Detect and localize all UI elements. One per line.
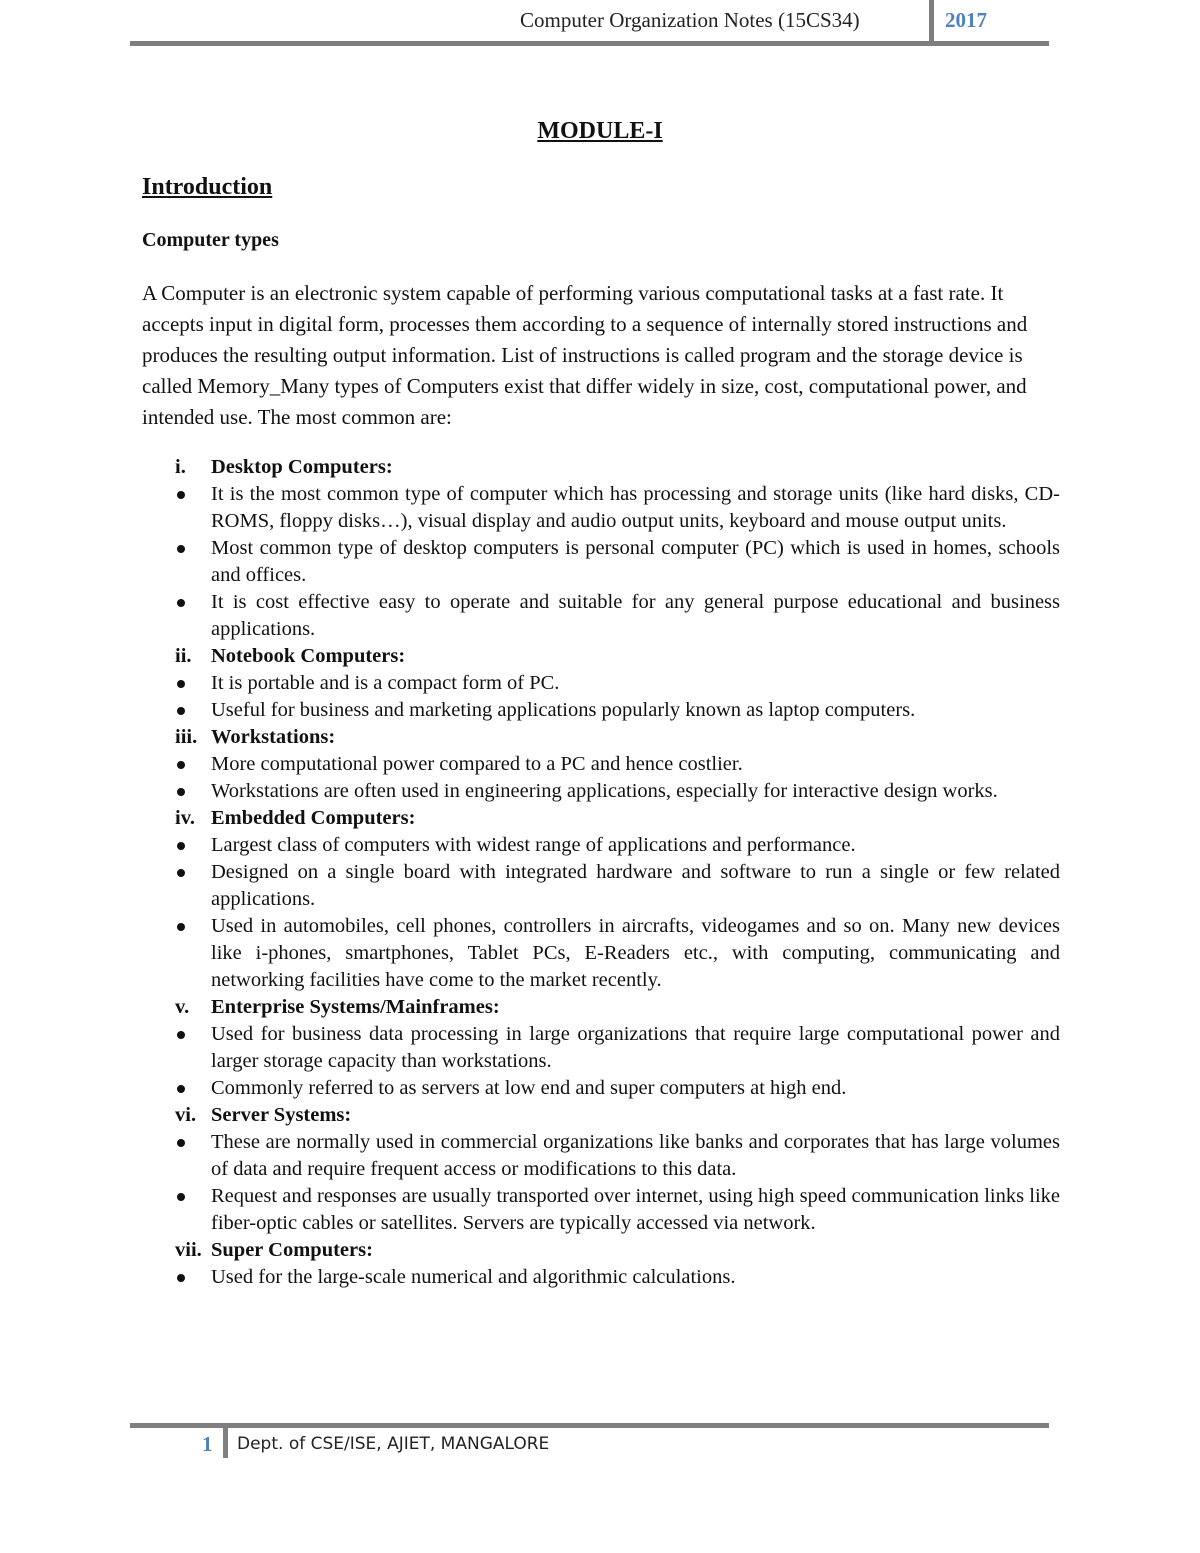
intro-heading: Introduction — [142, 174, 273, 200]
bullet-icon — [142, 913, 211, 994]
bullet-text: It is portable and is a compact form of PC. — [211, 672, 560, 694]
section-number: vii. — [175, 1239, 202, 1261]
list-item — [142, 589, 1060, 643]
section-title: Notebook Computers: — [211, 645, 406, 667]
section-number: vi. — [175, 1104, 197, 1126]
bullet-icon — [142, 1264, 211, 1291]
footer-separator — [223, 1428, 228, 1458]
bullet-icon — [142, 751, 211, 778]
list-item — [142, 832, 1060, 859]
section-heading — [142, 724, 1060, 751]
list-item — [142, 778, 1060, 805]
section-title: Super Computers: — [211, 1239, 373, 1261]
bullet-text: Commonly referred to as servers at low end and super computers at high end. — [211, 1077, 847, 1099]
bullet-text: Used in automobiles, cell phones, controllers in aircrafts, videogames and so on. Many new devices like i-phones, smartphones, Tablet PCs, E-Readers etc., with computing, communicating and networking facilities have come to the market recently. — [211, 915, 1060, 991]
bullet-text: Useful for business and marketing applications popularly known as laptop computers. — [211, 699, 916, 721]
bullet-icon — [142, 1129, 211, 1183]
section-number: iii. — [175, 726, 198, 748]
bullet-text: It is cost effective easy to operate and suitable for any general purpose educational and business applications. — [211, 591, 1060, 640]
list-item — [142, 913, 1060, 994]
section-heading — [142, 454, 1060, 481]
bullet-icon — [142, 1075, 211, 1102]
list-item — [142, 670, 1060, 697]
bullet-icon — [142, 832, 211, 859]
computer-types-list — [142, 454, 1060, 1291]
bullet-text: Request and responses are usually transported over internet, using high speed communication links like fiber-optic cables or satellites. Servers are typically accessed via network. — [211, 1185, 1060, 1234]
list-item — [142, 1264, 1060, 1291]
bullet-icon — [142, 589, 211, 643]
bullet-text: Workstations are often used in engineering applications, especially for interactive design works. — [211, 780, 998, 802]
list-item — [142, 535, 1060, 589]
section-title: Enterprise Systems/Mainframes: — [211, 996, 500, 1018]
section-number: v. — [175, 996, 190, 1018]
module-title: MODULE-I — [537, 118, 663, 144]
intro-paragraph: A Computer is an electronic system capable of performing various computational tasks at a fast rate. It accepts input in digital form, processes them according to a sequence of internally stored instructions and produces the resulting output information. List of instructions is called program and the storage device is called Memory_Many types of Computers exist that differ widely in size, cost, computational power, and intended use. The most common are: — [142, 281, 1028, 429]
list-item — [142, 1183, 1060, 1237]
section-heading — [142, 805, 1060, 832]
bullet-text: Designed on a single board with integrated hardware and software to run a single or few related applications. — [211, 861, 1060, 910]
section-heading — [142, 1237, 1060, 1264]
header-title: Computer Organization Notes (15CS34) — [520, 8, 860, 32]
footer-rule — [130, 1423, 1049, 1428]
bullet-text: These are normally used in commercial organizations like banks and corporates that has large volumes of data and require frequent access or modifications to this data. — [211, 1131, 1060, 1180]
computer-types-heading: Computer types — [142, 229, 279, 251]
section-heading — [142, 1102, 1060, 1129]
bullet-icon — [142, 1021, 211, 1075]
section-title: Desktop Computers: — [211, 456, 393, 478]
list-item — [142, 481, 1060, 535]
header-rule — [130, 41, 1049, 46]
list-item — [142, 697, 1060, 724]
bullet-icon — [142, 1183, 211, 1237]
section-title: Workstations: — [211, 726, 336, 748]
section-number: i. — [175, 456, 186, 478]
header-separator — [929, 0, 934, 46]
section-heading — [142, 994, 1060, 1021]
list-item — [142, 1021, 1060, 1075]
section-title: Embedded Computers: — [211, 807, 416, 829]
section-title: Server Systems: — [211, 1104, 352, 1126]
bullet-text: It is the most common type of computer which has processing and storage units (like hard disks, CD-ROMS, floppy disks…), visual display and audio output units, keyboard and mouse output units. — [211, 483, 1060, 532]
section-number: ii. — [175, 645, 192, 667]
bullet-text: Used for business data processing in large organizations that require large computational power and larger storage capacity than workstations. — [211, 1023, 1060, 1072]
bullet-icon — [142, 535, 211, 589]
footer-dept: Dept. of CSE/ISE, AJIET, MANGALORE — [237, 1434, 550, 1454]
list-item — [142, 1075, 1060, 1102]
bullet-text: Most common type of desktop computers is personal computer (PC) which is used in homes, schools and offices. — [211, 537, 1060, 586]
section-number: iv. — [175, 807, 195, 829]
list-item — [142, 1129, 1060, 1183]
bullet-icon — [142, 859, 211, 913]
bullet-icon — [142, 778, 211, 805]
bullet-icon — [142, 670, 211, 697]
list-item — [142, 859, 1060, 913]
header-year: 2017 — [945, 8, 987, 32]
bullet-text: Used for the large-scale numerical and algorithmic calculations. — [211, 1266, 736, 1288]
page-number: 1 — [202, 1432, 213, 1456]
list-item — [142, 751, 1060, 778]
bullet-text: Largest class of computers with widest range of applications and performance. — [211, 834, 856, 856]
bullet-icon — [142, 481, 211, 535]
bullet-text: More computational power compared to a PC and hence costlier. — [211, 753, 743, 775]
bullet-icon — [142, 697, 211, 724]
section-heading — [142, 643, 1060, 670]
